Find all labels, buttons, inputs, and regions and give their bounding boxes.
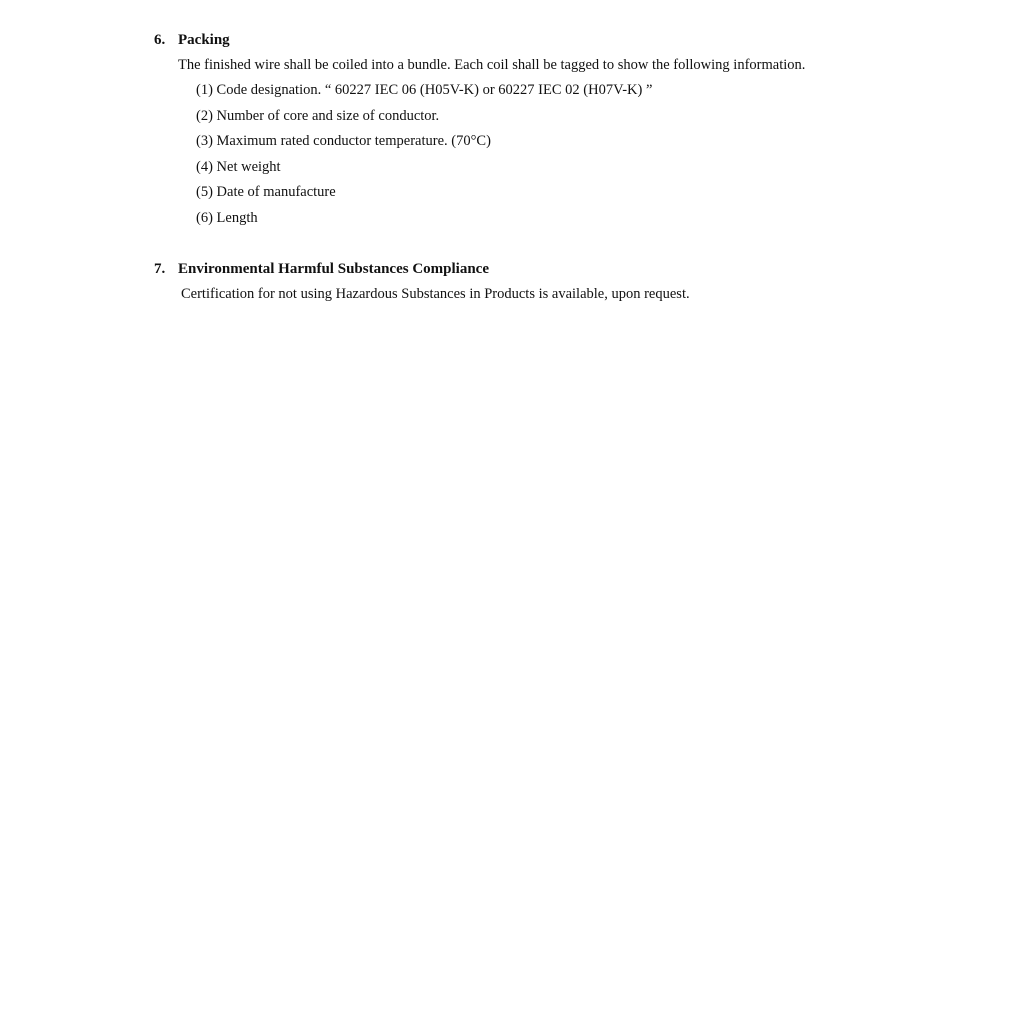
list-item: (5) Date of manufacture [196,184,336,200]
list-item: (2) Number of core and size of conductor. [196,108,440,124]
section-title: Packing [178,32,230,48]
compliance-text: Certification for not using Hazardous Substances in Products is available, upon request. [181,286,690,302]
list-item: (6) Length [196,210,258,226]
list-item: (4) Net weight [196,159,281,175]
packing-intro: The finished wire shall be coiled into a bundle. Each coil shall be tagged to show the following information. [178,57,806,73]
list-item: (1) Code designation. “ 60227 IEC 06 (H05V-K) or 60227 IEC 02 (H07V-K) ” [196,82,653,98]
list-item: (3) Maximum rated conductor temperature. (70°C) [196,133,491,149]
section-number: 7. [154,261,166,277]
section-heading-compliance [154,260,489,278]
section-number: 6. [154,32,166,48]
section-title: Environmental Harmful Substances Compliance [178,261,489,277]
section-heading-packing [154,31,230,49]
